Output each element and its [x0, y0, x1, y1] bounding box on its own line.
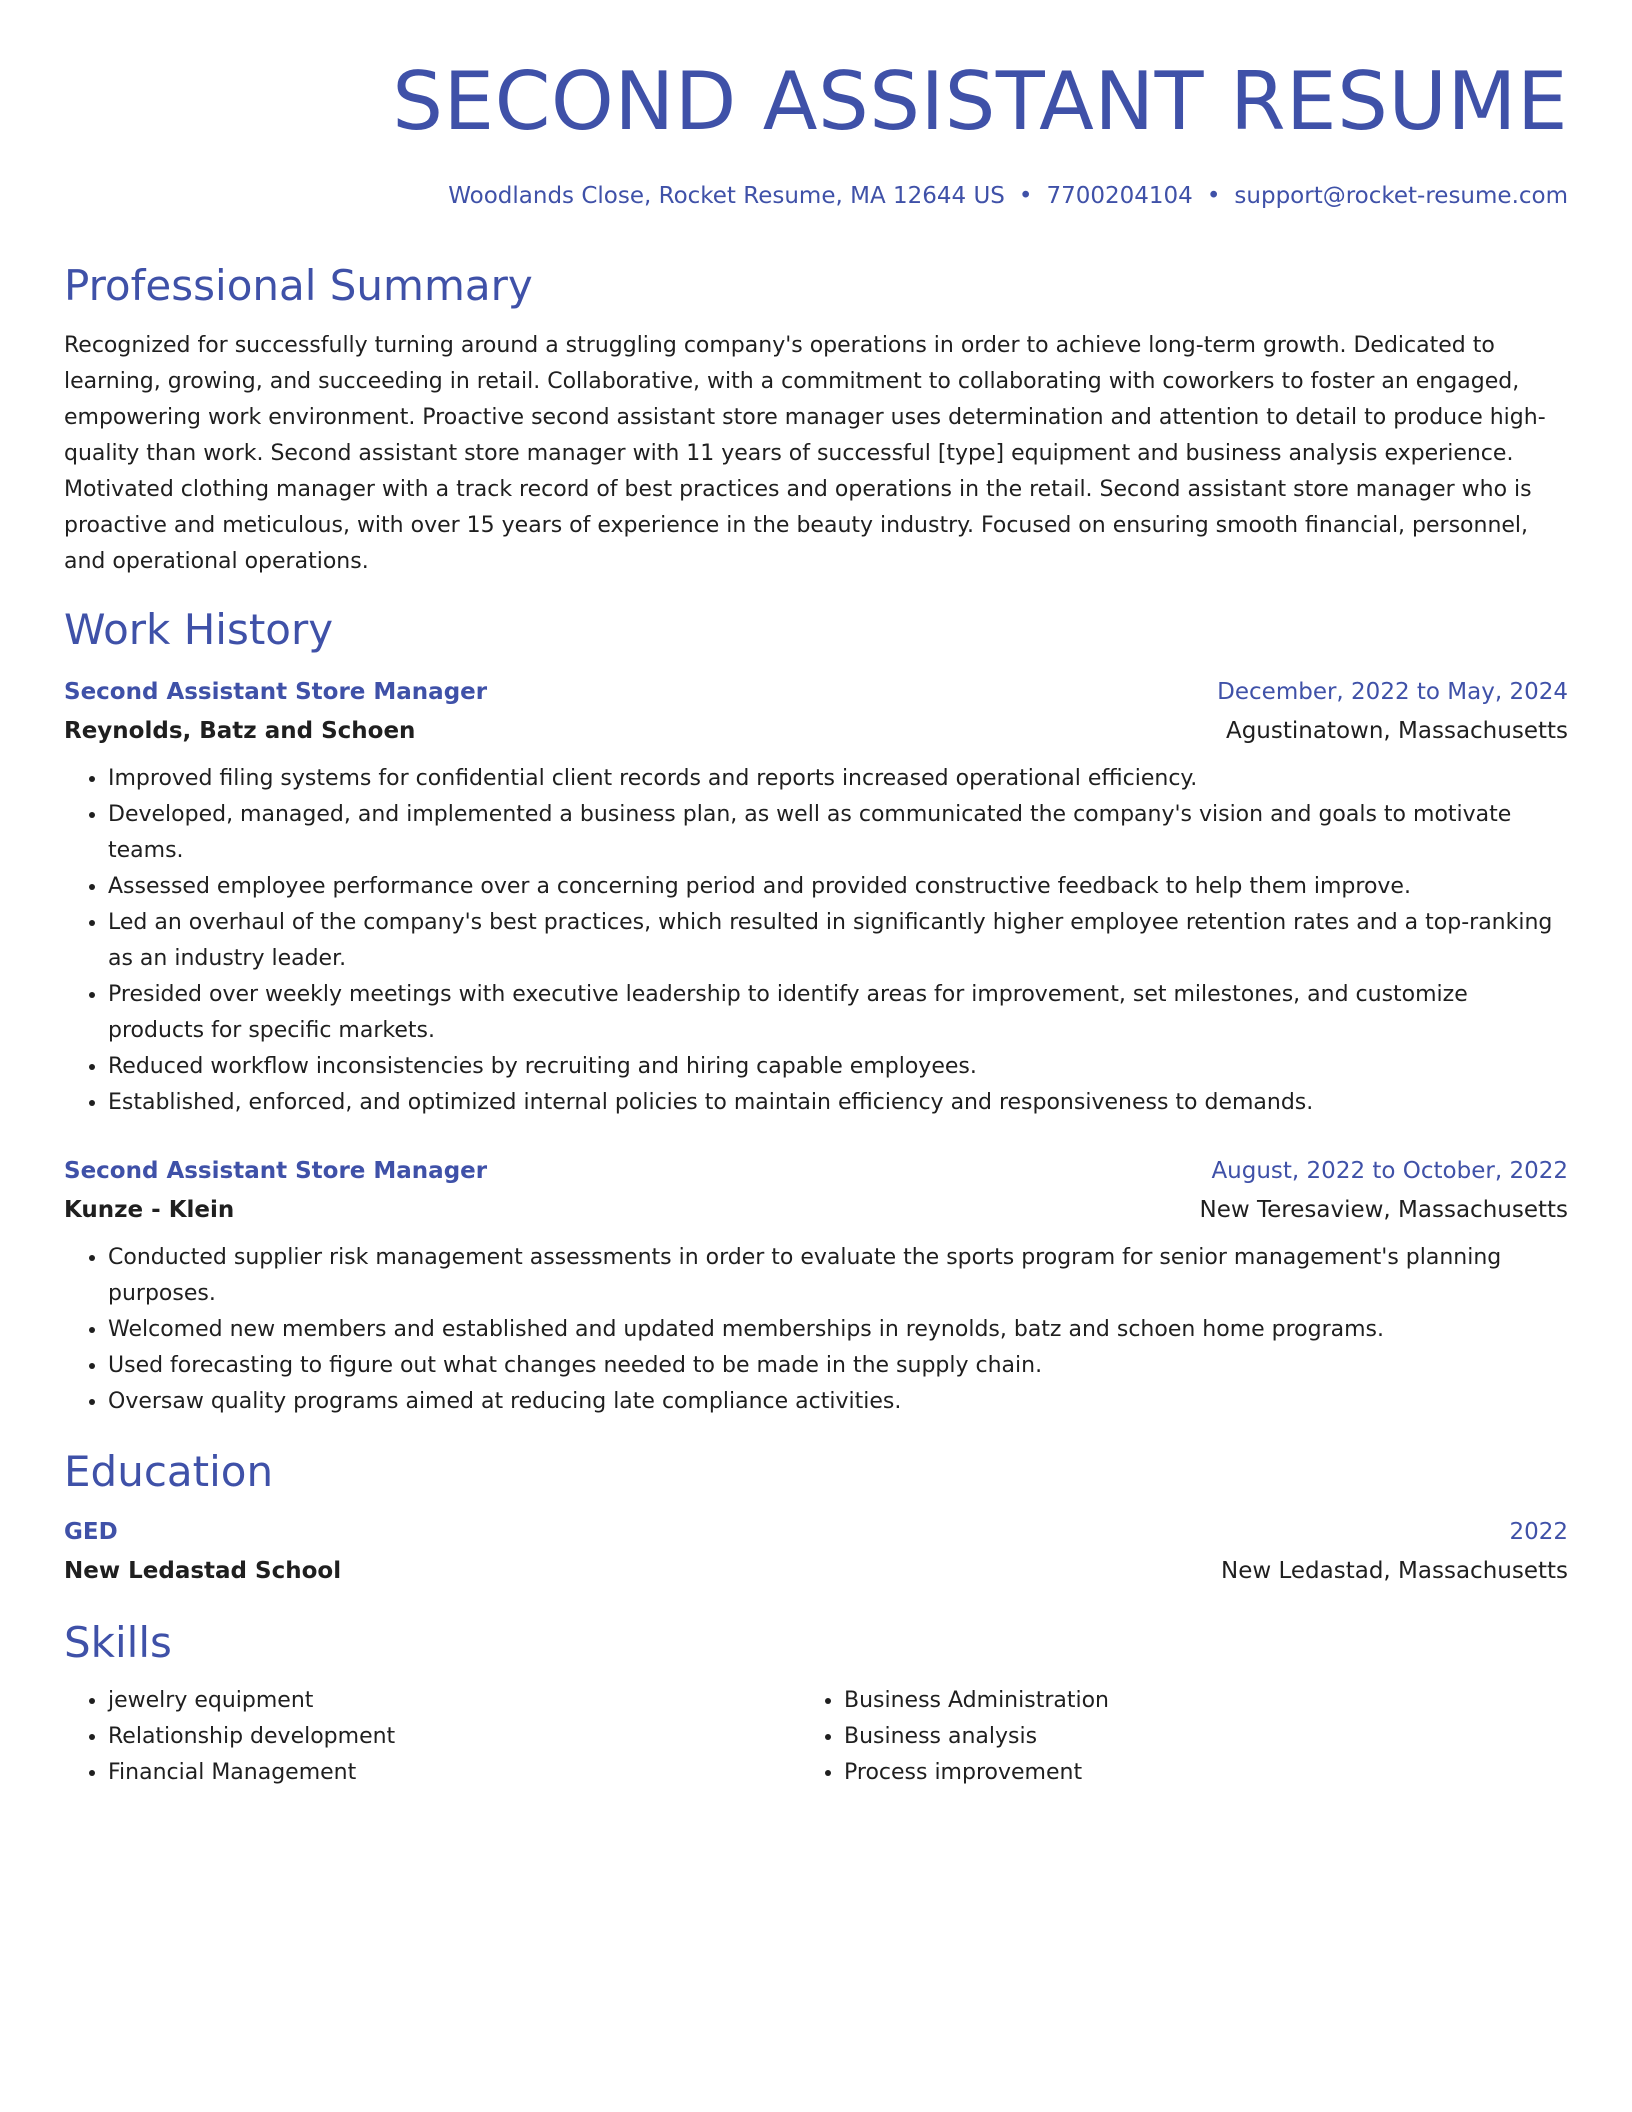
- job-title: Second Assistant Store Manager: [64, 1158, 488, 1184]
- education-location: New Ledastad, Massachusetts: [1221, 1558, 1568, 1584]
- job-role-row: [64, 676, 1568, 708]
- job-company: Reynolds, Batz and Schoen: [64, 718, 416, 744]
- job-bullet: • Conducted supplier risk management assessments in order to evaluate the sports program for senior management's planning purposes.: [108, 1240, 1568, 1312]
- skill-item: • Business Administration: [844, 1683, 1536, 1719]
- job-company: Kunze - Klein: [64, 1197, 235, 1223]
- job-bullet: • Oversaw quality programs aimed at reducing late compliance activities.: [108, 1384, 1568, 1420]
- job-dates: December, 2022 to May, 2024: [1217, 679, 1568, 705]
- job-bullet: • Established, enforced, and optimized internal policies to maintain efficiency and responsiveness to demands.: [108, 1085, 1568, 1121]
- education-degree-row: [64, 1516, 1568, 1548]
- skill-item: • Financial Management: [108, 1755, 800, 1791]
- skill-item: • Relationship development: [108, 1719, 800, 1755]
- job-bullet: • Reduced workflow inconsistencies by recruiting and hiring capable employees.: [108, 1049, 1568, 1085]
- job-entry: [64, 676, 1568, 1121]
- job-bullet: • Welcomed new members and established and updated memberships in reynolds, batz and schoen home programs.: [108, 1312, 1568, 1348]
- job-location: New Teresaview, Massachusetts: [1199, 1197, 1568, 1223]
- skill-item: • Process improvement: [844, 1755, 1536, 1791]
- job-company-row: [64, 715, 1568, 747]
- job-bullet: • Improved filing systems for confidential client records and reports increased operational efficiency.: [108, 761, 1568, 797]
- job-bullet: • Assessed employee performance over a concerning period and provided constructive feedback to help them improve.: [108, 869, 1568, 905]
- job-bullet: • Used forecasting to figure out what changes needed to be made in the supply chain.: [108, 1348, 1568, 1384]
- skills-column-left: [64, 1683, 800, 1791]
- education-degree: GED: [64, 1519, 118, 1545]
- job-entry: [64, 1155, 1568, 1420]
- resume-title: SECOND ASSISTANT RESUME: [392, 55, 1568, 148]
- job-bullets: [64, 1240, 1568, 1420]
- contact-phone: 7700204104: [1046, 183, 1193, 209]
- job-dates: August, 2022 to October, 2022: [1211, 1158, 1568, 1184]
- summary-heading: Professional Summary: [64, 261, 533, 310]
- contact-separator: •: [1206, 183, 1221, 209]
- skill-item: • jewelry equipment: [108, 1683, 800, 1719]
- job-bullet: • Led an overhaul of the company's best practices, which resulted in significantly higher employee retention rates and a top-ranking as an industry leader.: [108, 905, 1568, 977]
- job-company-row: [64, 1194, 1568, 1226]
- skill-item: • Business analysis: [844, 1719, 1536, 1755]
- job-bullet: • Presided over weekly meetings with executive leadership to identify areas for improvement, set milestones, and customize products for specific markets.: [108, 977, 1568, 1049]
- contact-separator: •: [1018, 183, 1033, 209]
- contact-line: [64, 180, 1568, 212]
- skills-heading: Skills: [64, 1618, 172, 1667]
- job-role-row: [64, 1155, 1568, 1187]
- work-history-heading: Work History: [64, 605, 334, 654]
- skills-grid: [64, 1683, 1568, 1791]
- education-heading: Education: [64, 1447, 274, 1496]
- education-school-row: [64, 1555, 1568, 1587]
- job-title: Second Assistant Store Manager: [64, 679, 488, 705]
- job-bullet: • Developed, managed, and implemented a business plan, as well as communicated the company's vision and goals to motivate teams.: [108, 797, 1568, 869]
- job-bullets: [64, 761, 1568, 1121]
- education-entry: [64, 1516, 1568, 1587]
- education-year: 2022: [1509, 1519, 1568, 1545]
- education-school: New Ledastad School: [64, 1558, 342, 1584]
- skills-column-right: [800, 1683, 1536, 1791]
- job-location: Agustinatown, Massachusetts: [1225, 718, 1568, 744]
- contact-email: support@rocket-resume.com: [1234, 183, 1568, 209]
- contact-address: Woodlands Close, Rocket Resume, MA 12644 US: [448, 183, 1005, 209]
- summary-text: Recognized for successfully turning around a struggling company's operations in order to achieve long-term growth. Dedicated to learning, growing, and succeeding in retail. Collaborative, with a commitment to collaborating with coworkers to foster an engaged, empowering work environment. Proactive second assistant store manager uses determination and attention to detail to produce high-quality than work. Second assistant store manager with 11 years of successful [type] equipment and business analysis experience. Motivated clothing manager with a track record of best practices and operations in the retail. Second assistant store manager who is proactive and meticulous, with over 15 years of experience in the beauty industry. Focused on ensuring smooth financial, personnel, and operational operations.: [64, 333, 1546, 574]
